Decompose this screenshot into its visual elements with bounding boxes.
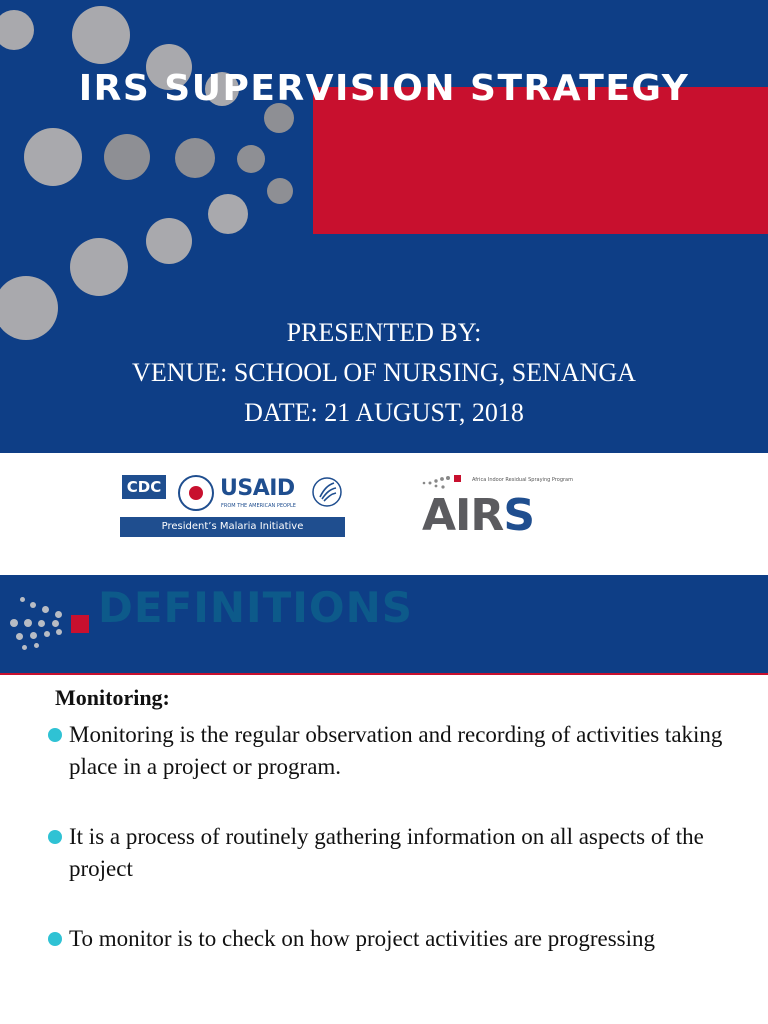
bullet-dot-icon — [48, 932, 62, 946]
hhs-eagle-icon — [312, 475, 342, 509]
header-divider — [0, 673, 768, 675]
title-slide — [0, 0, 768, 453]
airs-tagline: Africa Indoor Residual Spraying Program — [472, 477, 573, 483]
bullet-text: Monitoring is the regular observation and recording of activities taking place in a project or program. — [69, 722, 723, 779]
bullet-text: It is a process of routinely gathering information on all aspects of the project — [69, 824, 704, 881]
slide-header-bar — [0, 575, 768, 673]
bullet-text: To monitor is to check on how project activities are progressing — [69, 926, 656, 951]
airs-wordmark-air: AIR — [422, 490, 504, 541]
slide-title: IRS SUPERVISION STRATEGY — [78, 68, 690, 109]
list-item — [48, 923, 728, 955]
bullet-dot-icon — [48, 830, 62, 844]
pmi-partner-logo — [120, 473, 345, 537]
list-item — [48, 821, 728, 885]
airs-logo — [420, 469, 580, 541]
bullet-dot-icon — [48, 728, 62, 742]
usaid-seal-icon — [178, 475, 214, 511]
cdc-logo: CDC — [122, 475, 166, 499]
logo-band — [0, 453, 768, 575]
presentation-info — [0, 313, 768, 433]
definitions-slide — [0, 575, 768, 1024]
red-square-icon — [71, 615, 89, 633]
slide-title: DEFINITIONS — [98, 583, 414, 632]
usaid-logo-text: USAID — [220, 476, 295, 501]
section-heading: Monitoring: — [55, 685, 170, 710]
usaid-tagline: FROM THE AMERICAN PEOPLE — [221, 503, 296, 509]
date-line: DATE: 21 AUGUST, 2018 — [244, 398, 524, 427]
airs-wordmark — [422, 491, 534, 541]
red-accent-block — [313, 87, 768, 234]
list-item — [48, 719, 728, 783]
pmi-banner: President’s Malaria Initiative — [120, 517, 345, 537]
presented-by-line: PRESENTED BY: — [286, 318, 482, 347]
airs-wordmark-s: S — [503, 490, 535, 541]
venue-line: VENUE: SCHOOL OF NURSING, SENANGA — [132, 358, 636, 387]
